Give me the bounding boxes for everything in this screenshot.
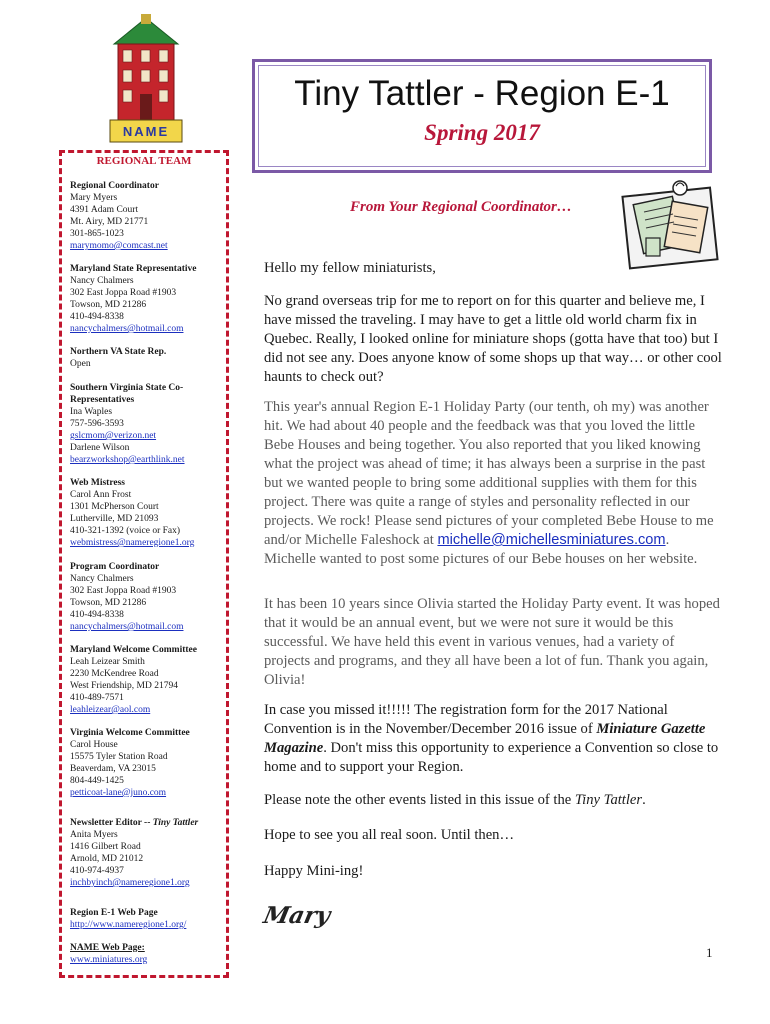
block-line: 302 East Joppa Road #1903 [70, 586, 177, 596]
coordinator-heading: From Your Regional Coordinator… [350, 199, 572, 215]
sidebar-block-northern-va [70, 346, 230, 370]
block-line: 301-865-1023 [70, 229, 124, 239]
paragraph-travel [264, 292, 722, 387]
block-line: 757-596-3593 [70, 419, 124, 429]
block-line: 410-494-8338 [70, 610, 124, 620]
paragraph-part: . [642, 792, 646, 808]
block-heading: Maryland State Representative [70, 264, 197, 274]
name-logo [108, 14, 184, 146]
block-line: 410-321-1392 (voice or Fax) [70, 526, 181, 536]
block-line: Open [70, 359, 91, 369]
michelle-email-link[interactable]: michelle@michellesminiatures.com [437, 532, 666, 548]
block-heading: NAME Web Page: [70, 943, 145, 953]
block-heading: Representatives [70, 395, 135, 405]
block-heading: Virginia Welcome Committee [70, 728, 190, 738]
block-line: Darlene Wilson [70, 443, 130, 453]
signature: Mary [261, 902, 333, 929]
block-line: 804-449-1425 [70, 776, 124, 786]
newsletter-name: Tiny Tattler [574, 792, 643, 808]
block-heading: Web Mistress [70, 478, 125, 488]
block-line: 2230 McKendree Road [70, 669, 159, 679]
email-link[interactable]: marymomo@comcast.net [70, 241, 168, 251]
title-box [252, 59, 712, 173]
block-line: Nancy Chalmers [70, 574, 134, 584]
sidebar-block-md-welcome [70, 644, 230, 716]
sidebar-title: REGIONAL TEAM [96, 155, 192, 167]
paragraph-text [264, 701, 722, 777]
block-heading: Region E-1 Web Page [70, 908, 158, 918]
block-line: West Friendship, MD 21794 [70, 681, 178, 691]
block-heading: Southern Virginia State Co- [70, 383, 184, 393]
email-link[interactable]: nancychalmers@hotmail.com [70, 324, 184, 334]
block-heading: Program Coordinator [70, 562, 160, 572]
sidebar-block-web-mistress [70, 477, 230, 549]
block-line: 1416 Gilbert Road [70, 842, 141, 852]
newsletter-subtitle: Spring 2017 [424, 120, 540, 145]
paragraph-holiday-party [264, 398, 722, 569]
sidebar-block-program-coordinator [70, 561, 230, 633]
paragraph-events [264, 791, 722, 810]
block-line: 4391 Adam Court [70, 205, 139, 215]
sidebar-block-southern-va [70, 382, 230, 466]
logo-text: NAME [122, 124, 170, 139]
block-line: Carol Ann Frost [70, 490, 132, 500]
paragraph-convention [264, 701, 722, 777]
sidebar-block-regional-coordinator [70, 180, 230, 252]
block-line: Carol House [70, 740, 118, 750]
block-line: Nancy Chalmers [70, 276, 134, 286]
paragraph-happy: Happy Mini-ing! [264, 863, 364, 879]
block-heading: Northern VA State Rep. [70, 347, 167, 357]
block-heading-italic: Tiny Tattler [152, 818, 199, 828]
magazine-title: Miniature Gazette Magazine [264, 721, 706, 756]
block-line: 410-974-4937 [70, 866, 124, 876]
paragraph-text [264, 398, 722, 569]
sidebar-block-va-welcome [70, 727, 230, 799]
block-line: Arnold, MD 21012 [70, 854, 144, 864]
sidebar-block-name-web [70, 942, 230, 966]
block-line: Ina Waples [70, 407, 113, 417]
notepad-clipart-icon [620, 178, 720, 270]
paragraph-part: . Don't miss this opportunity to experience a Convention so close to home and to support your Region. [264, 740, 719, 775]
paragraph-text [264, 791, 722, 810]
block-heading-text: Newsletter Editor -- [70, 818, 153, 828]
newsletter-title: Tiny Tattler - Region E-1 [294, 74, 670, 113]
block-heading: Regional Coordinator [70, 181, 159, 191]
web-link[interactable]: http://www.nameregione1.org/ [70, 920, 187, 930]
block-line: 410-494-8338 [70, 312, 124, 322]
sidebar-block-region-web [70, 907, 230, 931]
email-link[interactable]: inchbyinch@nameregione1.org [70, 878, 190, 888]
block-line: Towson, MD 21286 [70, 300, 147, 310]
email-link[interactable]: webmistress@nameregione1.org [70, 538, 195, 548]
paragraph-part: . Michelle wanted to post some pictures of our Bebe houses on her website. [264, 532, 698, 567]
block-line: 410-489-7571 [70, 693, 124, 703]
email-link[interactable]: gslcmom@verizon.net [70, 431, 157, 441]
sidebar-block-newsletter-editor [70, 817, 230, 889]
paragraph-olivia [264, 595, 722, 690]
page-number: 1 [706, 945, 713, 960]
block-line: Leah Leizear Smith [70, 657, 145, 667]
email-link[interactable]: bearzworkshop@earthlink.net [70, 455, 185, 465]
web-link[interactable]: www.miniatures.org [70, 955, 148, 965]
block-line: Lutherville, MD 21093 [70, 514, 159, 524]
paragraph-part: In case you missed it!!!!! The registration form for the 2017 National Convention is in the November/December 2016 issue of [264, 702, 668, 737]
block-line: Anita Myers [70, 830, 118, 840]
sidebar-block-maryland-rep [70, 263, 230, 335]
greeting: Hello my fellow miniaturists, [264, 260, 436, 276]
regional-team-sidebar [59, 150, 229, 978]
paragraph-part: This year's annual Region E-1 Holiday Party (our tenth, oh my) was another hit. We had about 40 people and the feedback was that you loved the little Bebe Houses and being together. You also reported that you liked knowing what the project was ahead of time; it has always been a surprise in the past but we wanted people to bring some additional supplies with them for this project. There was quite a range of styles and personality reflected in our projects. We rock! Please send pictures of your completed Bebe House to me and/or Michelle Faleshock at [264, 399, 714, 548]
email-link[interactable]: nancychalmers@hotmail.com [70, 622, 184, 632]
block-line: 302 East Joppa Road #1903 [70, 288, 177, 298]
block-heading [70, 817, 230, 829]
block-line: Mary Myers [70, 193, 118, 203]
email-link[interactable]: petticoat-lane@juno.com [70, 788, 167, 798]
block-line: Beaverdam, VA 23015 [70, 764, 156, 774]
block-line: 1301 McPherson Court [70, 502, 159, 512]
paragraph-text: No grand overseas trip for me to report on for this quarter and believe me, I have missed the traveling. I may have to get a little old world charm fix in Quebec. Really, I looked online for miniature shops (gotta have that too) but I did not see any. Does anyone know of some shops up that way… or other cool haunts to check out? [264, 293, 722, 385]
block-heading: Maryland Welcome Committee [70, 645, 197, 655]
block-line: Towson, MD 21286 [70, 598, 147, 608]
paragraph-part: Please note the other events listed in this issue of the [264, 792, 575, 808]
block-line: Mt. Airy, MD 21771 [70, 217, 149, 227]
paragraph-text: It has been 10 years since Olivia started the Holiday Party event. It was hoped that it would be an annual event, but we were not sure it would be this successful. We have held this event in various venues, had a variety of projects and programs, and they all have been a lot of fun. Thank you again, Olivia! [264, 596, 720, 688]
paragraph-closing: Hope to see you all real soon. Until then… [264, 827, 515, 843]
block-line: 15575 Tyler Station Road [70, 752, 168, 762]
email-link[interactable]: leahleizear@aol.com [70, 705, 151, 715]
